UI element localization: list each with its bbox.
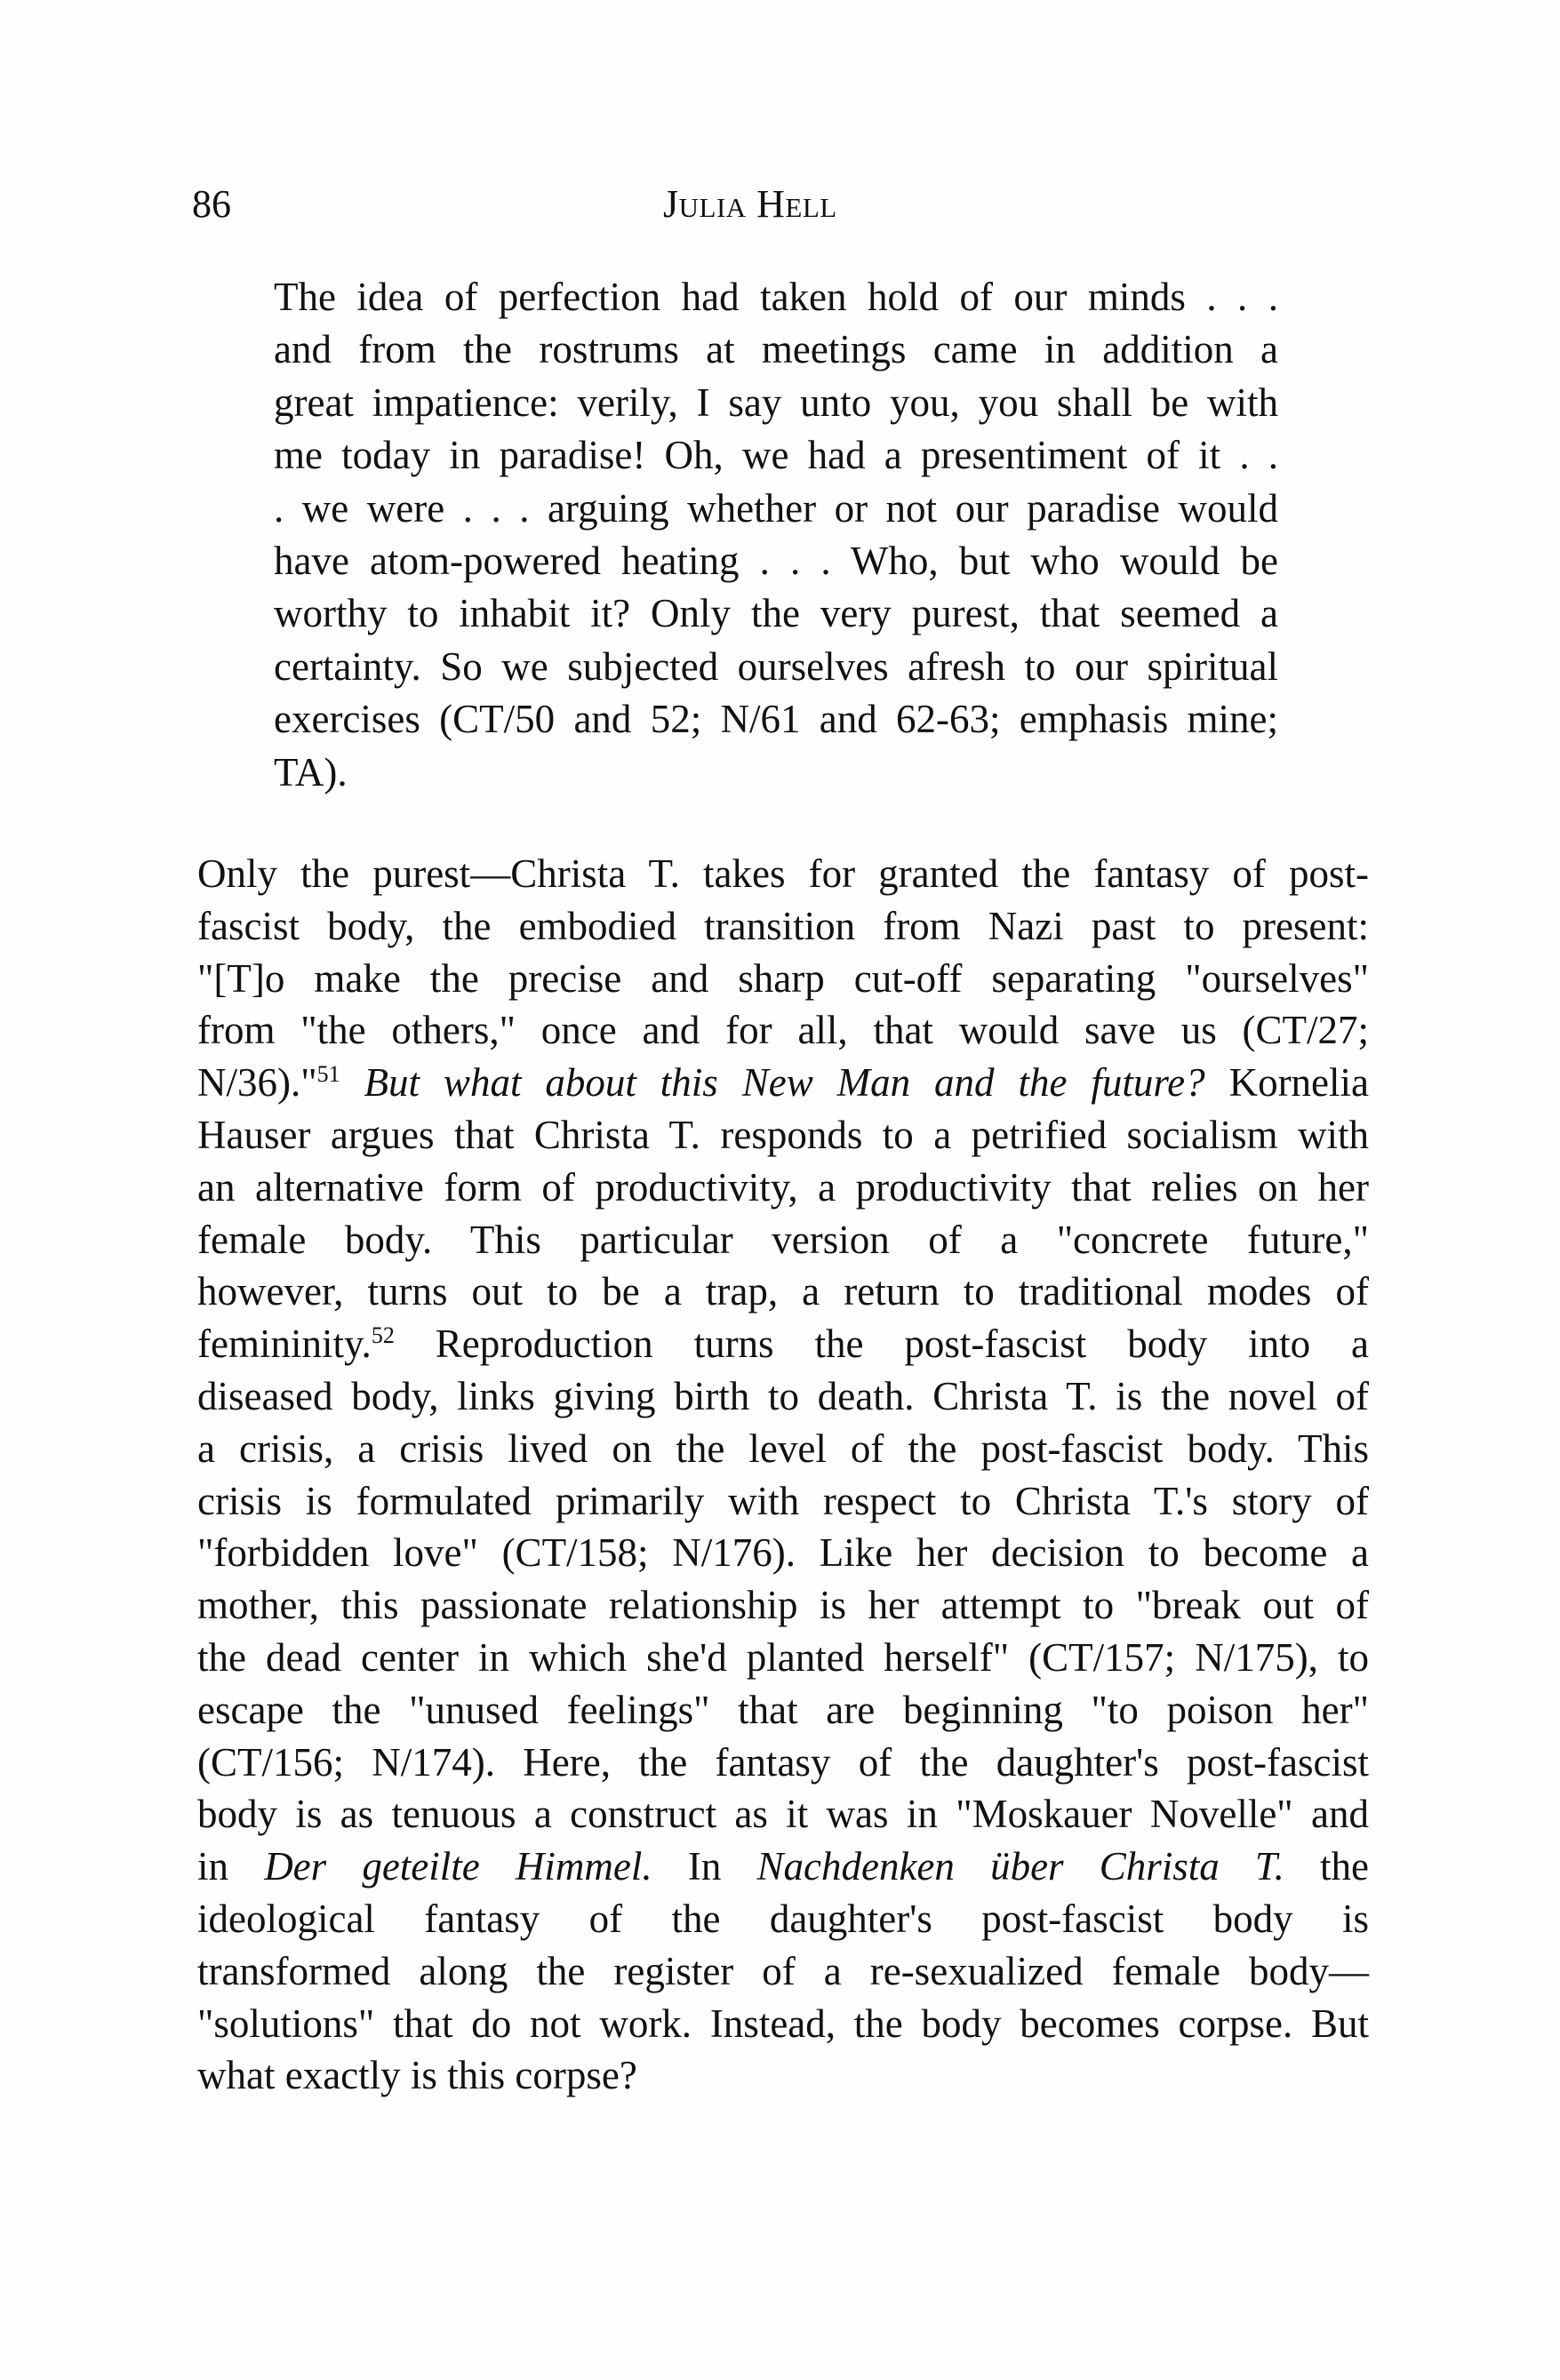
- running-head: [192, 178, 1374, 231]
- body-line: Only the purest—Christa T. takes for granted the fantasy of post-: [197, 851, 1369, 896]
- italic-question: But what about this New Man and the future?: [364, 1060, 1205, 1106]
- body-line: mother, this passionate relationship is her attempt to "break out of: [197, 1583, 1369, 1628]
- body-text-run: N/36).": [197, 1060, 317, 1106]
- body-text-run: the: [1320, 1844, 1370, 1889]
- quote-line: . we were . . . arguing whether or not our paradise would: [274, 485, 1278, 531]
- body-line: from "the others," once and for all, that would save us (CT/27;: [197, 1008, 1369, 1053]
- quote-line: and from the rostrums at meetings came in addition a: [274, 327, 1278, 372]
- body-line: "[T]o make the precise and sharp cut-off separating "ourselves": [197, 955, 1369, 1001]
- body-paragraph: [197, 848, 1369, 2102]
- quote-line: have atom-powered heating . . . Who, but who would be: [274, 539, 1278, 584]
- block-quote: [274, 271, 1278, 799]
- body-text-run: Reproduction turns the post-fascist body into a: [435, 1322, 1369, 1367]
- body-line: however, turns out to be a trap, a return to traditional modes of: [197, 1269, 1369, 1314]
- footnote-ref-51: 51: [316, 1061, 340, 1088]
- body-line: "forbidden love" (CT/158; N/176). Like her decision to become a: [197, 1530, 1369, 1576]
- quote-line: TA).: [274, 749, 348, 795]
- book-title-italic: Nachdenken über Christa T.: [756, 1844, 1284, 1889]
- page-number: 86: [192, 182, 231, 226]
- quote-line: The idea of perfection had taken hold of our minds . . .: [274, 275, 1278, 319]
- body-line: crisis is formulated primarily with respect to Christa T.'s story of: [197, 1478, 1369, 1523]
- body-line: ideological fantasy of the daughter's post-fascist body is: [197, 1896, 1369, 1941]
- footnote-ref-52: 52: [371, 1322, 395, 1349]
- body-line: the dead center in which she'd planted herself" (CT/157; N/175), to: [197, 1634, 1369, 1680]
- quote-line: exercises (CT/50 and 52; N/61 and 62-63; emphasis mine;: [274, 697, 1278, 742]
- quote-line: worthy to inhabit it? Only the very purest, that seemed a: [274, 591, 1278, 636]
- body-line: "solutions" that do not work. Instead, the body becomes corpse. But: [197, 2001, 1369, 2046]
- quote-line: me today in paradise! Oh, we had a presentiment of it . .: [274, 433, 1278, 478]
- body-line: body is as tenuous a construct as it was in "Moskauer Novelle" and: [197, 1792, 1369, 1837]
- quote-line: certainty. So we subjected ourselves afresh to our spiritual: [274, 643, 1278, 689]
- body-line: a crisis, a crisis lived on the level of the post-fascist body. This: [197, 1426, 1369, 1471]
- body-line: fascist body, the embodied transition from Nazi past to present:: [197, 903, 1369, 948]
- body-text-run: in: [197, 1844, 229, 1889]
- body-line: [197, 1841, 1369, 1893]
- body-line: [197, 1057, 1369, 1109]
- body-line: transformed along the register of a re-sexualized female body—: [197, 1948, 1369, 1993]
- body-text-run: Kornelia: [1228, 1060, 1370, 1106]
- quote-line: great impatience: verily, I say unto you, you shall be with: [274, 379, 1278, 425]
- body-text-run: In: [687, 1844, 722, 1889]
- body-line: Hauser argues that Christa T. responds to a petrified socialism with: [197, 1112, 1369, 1157]
- body-line: diseased body, links giving birth to death. Christa T. is the novel of: [197, 1373, 1369, 1418]
- body-line: [197, 1318, 1369, 1370]
- book-title-italic: Der geteilte Himmel.: [264, 1844, 652, 1889]
- body-line: female body. This particular version of a "concrete future,": [197, 1217, 1369, 1262]
- body-line: escape the "unused feelings" that are beginning "to poison her": [197, 1687, 1369, 1732]
- body-line: what exactly is this corpse?: [197, 2053, 637, 2098]
- body-line: (CT/156; N/174). Here, the fantasy of the daughter's post-fascist: [197, 1739, 1369, 1785]
- body-text-run: femininity.: [197, 1322, 372, 1367]
- body-line: an alternative form of productivity, a productivity that relies on her: [197, 1164, 1369, 1210]
- running-title: Julia Hell: [663, 182, 837, 226]
